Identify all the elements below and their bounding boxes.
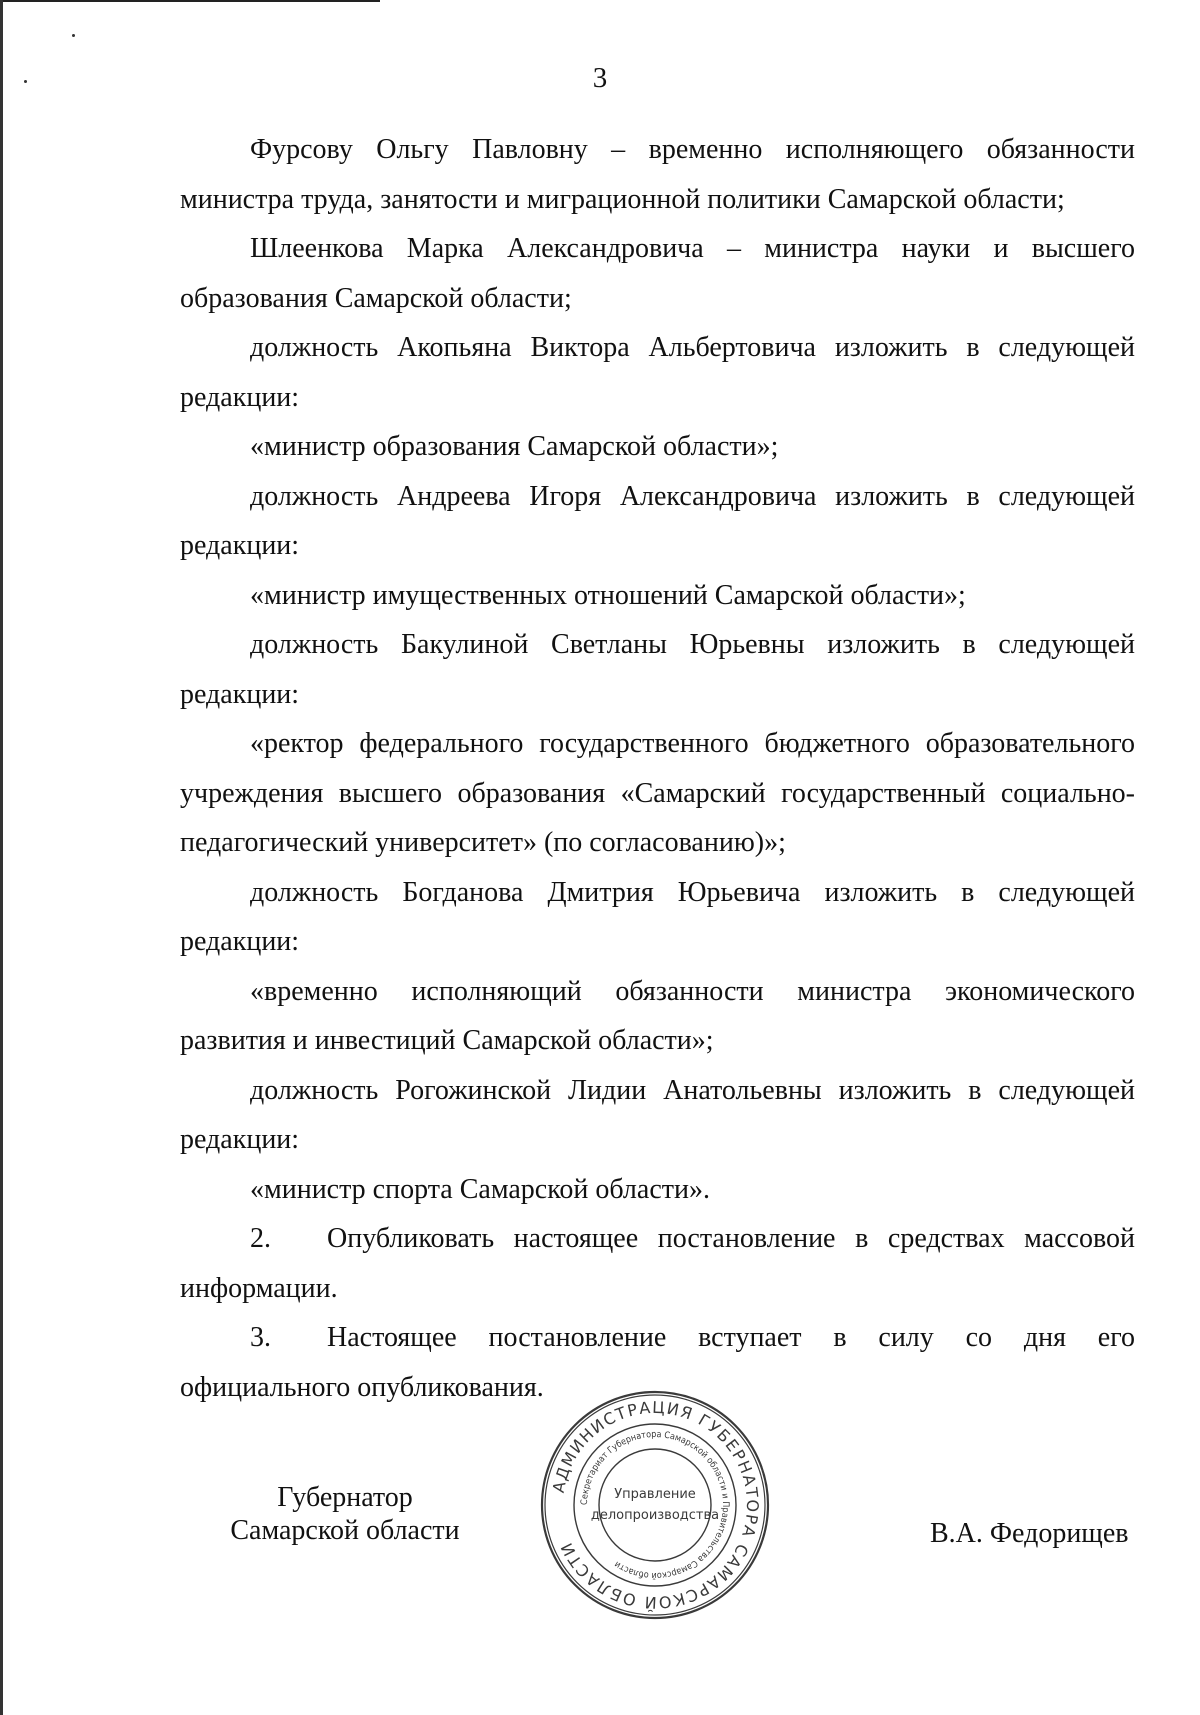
- paragraph-line: редакции:: [180, 381, 300, 413]
- signatory-position-line: Губернатор: [277, 1482, 413, 1513]
- paragraph-line: должность Акопьяна Виктора Альбертовича изложить в следующей: [250, 332, 1135, 363]
- scan-edge-left: [0, 0, 3, 1715]
- scan-speck: [72, 34, 75, 37]
- paragraph-line: Фурсову Ольгу Павловну – временно исполняющего обязанности: [250, 134, 1135, 165]
- paragraph-line: редакции:: [180, 678, 300, 710]
- stamp-center-line: делопроизводства: [590, 1508, 720, 1523]
- paragraph-line: «ректор федерального государственного бюджетного образовательного: [250, 728, 1135, 759]
- stamp-inner-text: Секретариат Губернатора Самарской области и Правительства Самарской области: [579, 1429, 731, 1581]
- signatory-position-line: Самарской области: [230, 1515, 460, 1546]
- paragraph-line: «министр имущественных отношений Самарской области»;: [250, 579, 966, 611]
- paragraph-line: развития и инвестиций Самарской области»;: [180, 1025, 714, 1056]
- paragraph-line: должность Бакулиной Светланы Юрьевны изложить в следующей: [250, 629, 1135, 660]
- signatory-name: В.А. Федорищев: [930, 1518, 1129, 1549]
- numbered-item-line: [180, 1313, 1135, 1363]
- paragraph-line: должность Рогожинской Лидии Анатольевны изложить в следующей: [250, 1074, 1135, 1106]
- numbered-item-line: информации.: [180, 1272, 338, 1304]
- paragraph-line: редакции:: [180, 530, 300, 561]
- official-seal-stamp: [538, 1388, 772, 1622]
- paragraph-line: педагогический университет» (по согласованию)»;: [180, 827, 786, 858]
- page-number: 3: [592, 62, 608, 94]
- document-body: [180, 125, 1135, 1412]
- item-text: Опубликовать настоящее постановление в средствах массовой: [327, 1223, 1135, 1254]
- numbered-item-line: официального опубликования.: [180, 1371, 544, 1403]
- paragraph-line: образования Самарской области;: [180, 282, 572, 314]
- paragraph-line: Шлеенкова Марка Александровича – министра науки и высшего: [250, 233, 1135, 264]
- scan-edge-top: [0, 0, 380, 2]
- paragraph-line: учреждения высшего образования «Самарский государственный социально-: [180, 777, 1135, 809]
- paragraph-line: «министр образования Самарской области»;: [250, 431, 779, 462]
- paragraph-line: редакции:: [180, 926, 300, 957]
- item-text: Настоящее постановление вступает в силу со дня его: [327, 1322, 1135, 1353]
- paragraph-line: «временно исполняющий обязанности министра экономического: [250, 975, 1135, 1007]
- signatory-position: [215, 1481, 475, 1547]
- paragraph-line: должность Богданова Дмитрия Юрьевича изложить в следующей: [250, 876, 1135, 908]
- paragraph-line: министра труда, занятости и миграционной политики Самарской области;: [180, 183, 1065, 215]
- paragraph-line: «министр спорта Самарской области».: [250, 1173, 710, 1205]
- paragraph-line: редакции:: [180, 1124, 300, 1155]
- stamp-outer-text: АДМИНИСТРАЦИЯ ГУБЕРНАТОРА САМАРСКОЙ ОБЛАСТИ: [548, 1397, 763, 1613]
- stamp-center-line: Управление: [614, 1487, 696, 1502]
- item-number: 2.: [250, 1223, 271, 1254]
- item-number: 3.: [250, 1322, 271, 1353]
- numbered-item-line: [180, 1214, 1135, 1264]
- paragraph-line: должность Андреева Игоря Александровича изложить в следующей: [250, 480, 1135, 512]
